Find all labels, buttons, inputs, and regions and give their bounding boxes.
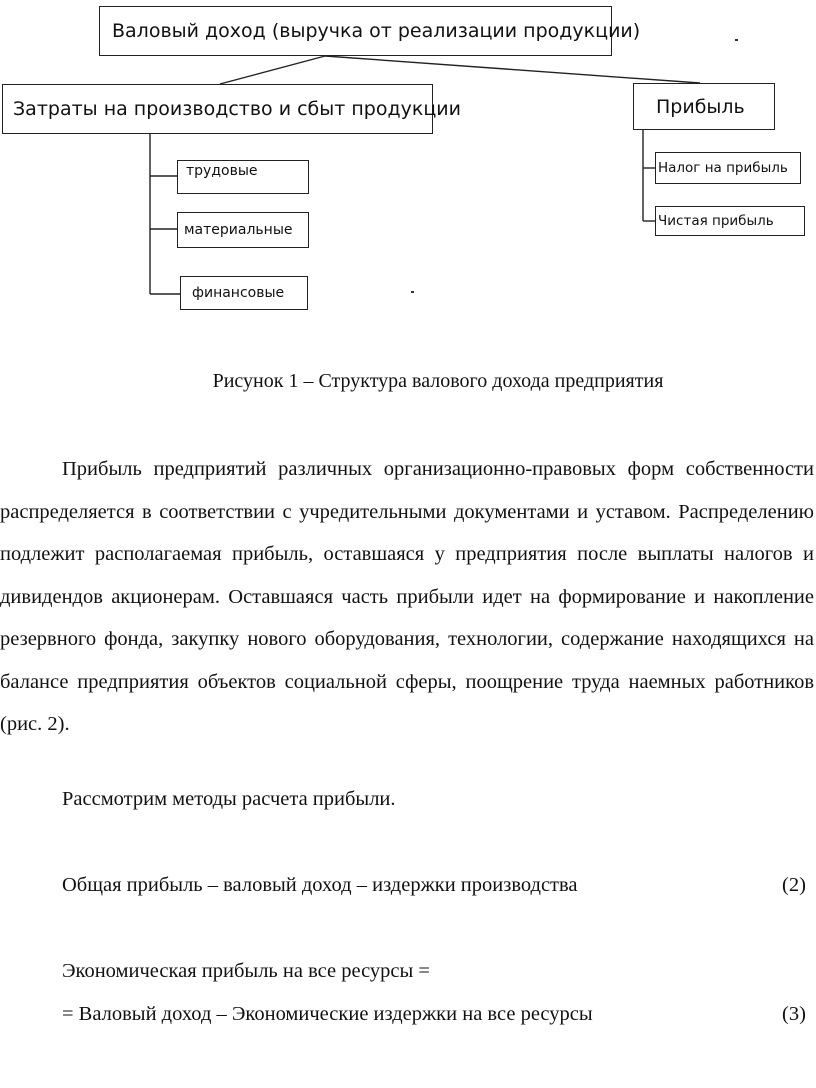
financial-costs-box [180, 276, 308, 310]
methods-line: Рассмотрим методы расчета прибыли. [62, 788, 396, 810]
stray-dot [411, 291, 414, 293]
gross-income-box [99, 6, 641, 56]
profit-tax-box [655, 152, 801, 184]
material-costs-box [177, 212, 309, 248]
gross-income-label: Валовый доход (выручка от реализации продукции) [112, 20, 641, 42]
costs-label: Затраты на производство и сбыт продукции [13, 98, 461, 120]
connector-root-profit [325, 56, 700, 83]
formula-3-line2: = Валовый доход – Экономические издержки на все ресурсы [62, 1003, 593, 1025]
financial-costs-label: финансовые [192, 285, 285, 301]
body-paragraph: Прибыль предприятий различных организационно-правовых форм собственности распределяется в соответствии с учредительными документами и уставом. Распределению подлежит располагаемая прибыль, оставшаяся у предприятия после выплаты налогов и дивидендов акционерам. Оставшаяся часть прибыли идет на формирование и накопление резервного фонда, закупку нового оборудования, технологии, содержание находящихся на балансе предприятия объектов социальной сферы, поощрение труда наемных работников (рис. 2). [0, 458, 814, 735]
formula-2-number: (2) [782, 874, 806, 896]
costs-box [2, 84, 461, 134]
profit-label: Прибыль [656, 95, 745, 118]
profit-tax-label: Налог на прибыль [658, 160, 788, 176]
figure-caption: Рисунок 1 – Структура валового дохода предприятия [212, 370, 664, 392]
formula-3-line1: Экономическая прибыль на все ресурсы = [62, 960, 430, 982]
net-profit-label: Чистая прибыль [658, 213, 774, 229]
connector-root-costs [220, 56, 325, 84]
formula-3-number: (3) [782, 1003, 806, 1025]
net-profit-box [655, 206, 805, 236]
labor-costs-label: трудовые [186, 163, 258, 179]
stray-dot [735, 39, 738, 41]
labor-costs-box [177, 160, 309, 194]
formula-2: Общая прибыль – валовый доход – издержки производства [62, 874, 578, 896]
profit-box [633, 83, 775, 130]
material-costs-label: материальные [184, 222, 293, 238]
